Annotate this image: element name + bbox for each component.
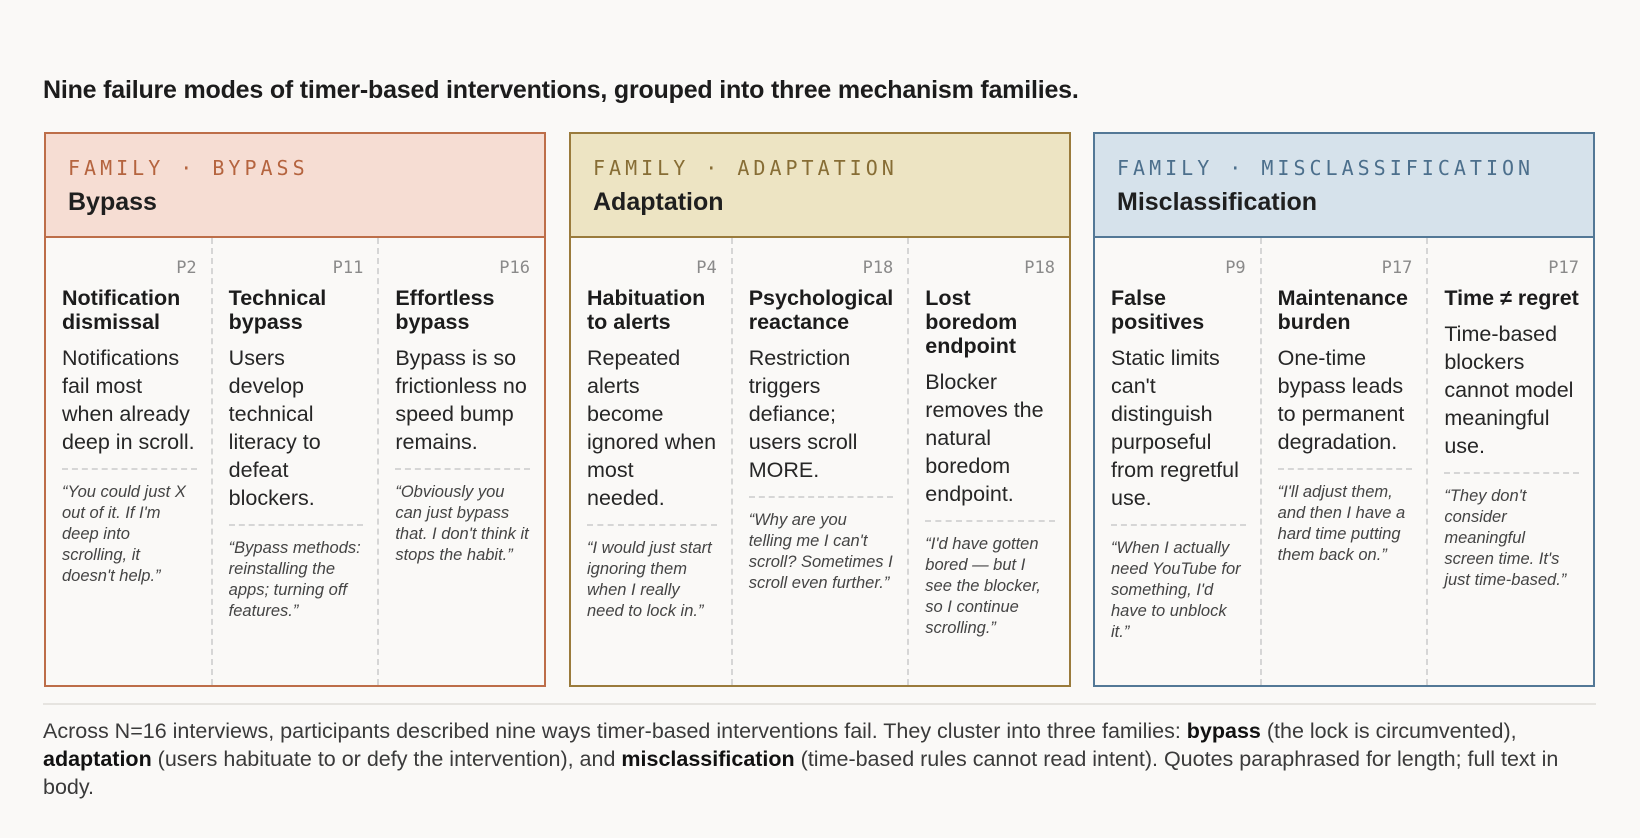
families-row	[44, 132, 1596, 687]
failure-mode-description: Bypass is so frictionless no speed bump remains.	[395, 346, 527, 454]
figure-title: Nine failure modes of timer-based interventions, grouped into three mechanism families.	[43, 76, 1079, 104]
caption-text: (the lock is circumvented),	[1260, 719, 1517, 743]
failure-mode-description: Time-based blockers cannot model meaningful use.	[1444, 322, 1574, 458]
family-adaptation	[569, 132, 1071, 687]
failure-mode-description: Users develop technical literacy to defeat blockers.	[228, 346, 321, 510]
family-bypass	[44, 132, 546, 687]
divider	[749, 496, 894, 498]
divider	[1111, 524, 1246, 526]
figure-caption	[43, 717, 1598, 801]
participant-id: P17	[1548, 258, 1580, 278]
failure-mode-description: Repeated alerts become ignored when most needed.	[587, 346, 717, 510]
failure-mode-card	[571, 238, 733, 685]
failure-mode-title: Maintenance burden	[1277, 286, 1408, 334]
divider	[395, 468, 530, 470]
participant-quote: “They don't consider meaningful screen time. It's just time-based.”	[1444, 487, 1567, 589]
failure-mode-title: Habituation to alerts	[587, 286, 706, 334]
caption-text: Across N=16 interviews, participants described nine ways timer-based interventions fail. They cluster into three families:	[43, 719, 1187, 743]
participant-id: P18	[1024, 258, 1055, 278]
failure-mode-card	[733, 238, 910, 685]
family-modes	[1095, 238, 1593, 685]
divider	[62, 468, 197, 470]
failure-mode-title: Time ≠ regret	[1444, 286, 1579, 310]
divider	[229, 524, 364, 526]
failure-mode-card	[1095, 238, 1262, 685]
family-modes	[571, 238, 1069, 685]
family-header	[46, 134, 544, 238]
family-name: Misclassification	[1117, 188, 1318, 216]
failure-mode-title: Effortless bypass	[395, 286, 495, 334]
family-header	[1095, 134, 1593, 238]
failure-mode-description: One-time bypass leads to permanent degradation.	[1277, 346, 1405, 454]
divider	[1444, 472, 1579, 474]
family-tag: FAMILY · ADAPTATION	[593, 156, 898, 180]
family-modes	[46, 238, 544, 685]
participant-id: P9	[1225, 258, 1246, 278]
divider	[587, 524, 717, 526]
caption-term-bypass: bypass	[1186, 719, 1261, 743]
participant-quote: “I would just start ignoring them when I really need to lock in.”	[587, 539, 712, 620]
failure-mode-title: Lost boredom endpoint	[925, 286, 1018, 358]
participant-id: P18	[862, 258, 894, 278]
failure-mode-title: False positives	[1111, 286, 1205, 334]
failure-mode-description: Static limits can't distinguish purposeful from regretful use.	[1111, 346, 1239, 510]
failure-mode-card	[909, 238, 1069, 685]
participant-quote: “I'd have gotten bored — but I see the blocker, so I continue scrolling.”	[925, 535, 1041, 637]
failure-mode-card	[1428, 238, 1593, 685]
failure-mode-title: Psychological reactance	[748, 286, 894, 334]
participant-quote: “When I actually need YouTube for something, I'd have to unblock it.”	[1111, 539, 1241, 641]
participant-id: P2	[176, 258, 197, 278]
family-misclassification	[1093, 132, 1595, 687]
failure-mode-card	[46, 238, 213, 685]
participant-id: P16	[499, 258, 531, 278]
caption-text: (users habituate to or defy the intervention), and	[151, 747, 622, 771]
participant-quote: “You could just X out of it. If I'm deep into scrolling, it doesn't help.”	[62, 483, 186, 585]
caption-term-adaptation: adaptation	[43, 747, 152, 771]
caption-term-misclassification: misclassification	[621, 747, 795, 771]
failure-mode-description: Notifications fail most when already deep in scroll.	[62, 346, 195, 454]
family-header	[571, 134, 1069, 238]
participant-quote: “Bypass methods: reinstalling the apps; turning off features.”	[228, 539, 361, 620]
failure-mode-description: Blocker removes the natural boredom endpoint.	[925, 370, 1044, 506]
divider	[1278, 468, 1413, 470]
caption-divider	[43, 703, 1596, 705]
failure-mode-title: Notification dismissal	[62, 286, 181, 334]
participant-id: P17	[1381, 258, 1413, 278]
family-tag: FAMILY · BYPASS	[68, 156, 309, 180]
participant-quote: “I'll adjust them, and then I have a hard time putting them back on.”	[1277, 483, 1406, 564]
participant-quote: “Obviously you can just bypass that. I don't think it stops the habit.”	[395, 483, 529, 564]
family-tag: FAMILY · MISCLASSIFICATION	[1117, 156, 1535, 180]
family-name: Adaptation	[593, 188, 724, 216]
failure-mode-card	[379, 238, 544, 685]
participant-id: P4	[696, 258, 717, 278]
caption-text: (time-based rules cannot read intent). Quotes paraphrased for length; full text in body.	[43, 747, 1559, 799]
failure-mode-description: Restriction triggers defiance; users scroll MORE.	[748, 346, 858, 482]
failure-mode-card	[1262, 238, 1429, 685]
participant-quote: “Why are you telling me I can't scroll? Sometimes I scroll even further.”	[748, 511, 893, 592]
failure-mode-title: Technical bypass	[228, 286, 327, 334]
family-name: Bypass	[68, 188, 157, 216]
divider	[925, 520, 1055, 522]
failure-mode-card	[213, 238, 380, 685]
participant-id: P11	[332, 258, 364, 278]
